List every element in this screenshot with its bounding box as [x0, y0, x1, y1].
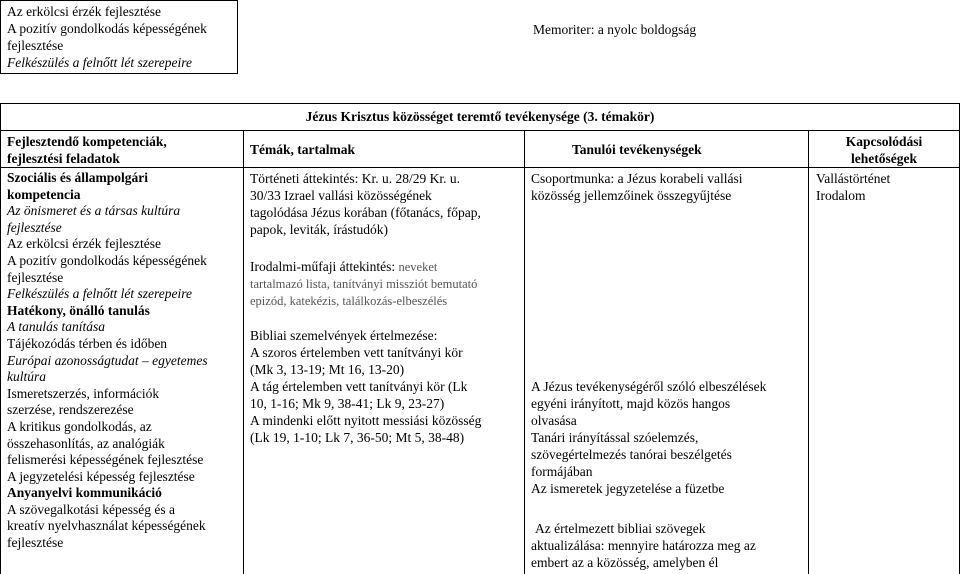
competency-line: Tájékozódás térben és időben — [7, 335, 168, 351]
connections-cell — [816, 170, 890, 204]
header-activities: Tanulói tevékenységek — [572, 142, 702, 157]
competency-line: fejlesztése — [7, 219, 62, 235]
header-topics: Témák, tartalmak — [250, 142, 355, 157]
col-divider-1 — [243, 130, 244, 574]
activity-line: formájában — [531, 464, 593, 479]
activity-line: Tanári irányítással szóelemzés, — [531, 430, 699, 445]
top-left-cell — [7, 3, 207, 71]
competency-line: fejlesztése — [7, 269, 64, 285]
activity-line: aktualizálása: mennyire határozza meg az — [531, 538, 756, 553]
table-border-top — [0, 103, 960, 104]
connection-line: Vallástörténet — [816, 171, 891, 186]
header-line: lehetőségek — [851, 151, 917, 166]
literary-lead: Irodalmi-műfaji áttekintés: — [250, 259, 396, 274]
topic-line: Történeti áttekintés: Kr. u. 28/29 Kr. u. — [250, 171, 460, 186]
activity-line: Az ismeretek jegyzetelése a füzetbe — [531, 481, 725, 496]
competency-line: A szövegalkotási képesség és a — [7, 501, 175, 517]
top-left-line: Felkészülés a felnőtt lét szerepeire — [7, 55, 192, 70]
header-line: fejlesztési feladatok — [7, 151, 120, 166]
activity-line: szövegértelmezés tanórai beszélgetés — [531, 447, 732, 462]
competency-line: kreatív nyelvhasználat képességének — [7, 518, 206, 534]
activities-reading — [531, 378, 766, 497]
activity-line: Csoportmunka: a Jézus korabeli vallási — [531, 171, 743, 186]
activity-line: A Jézus tevékenységéről szóló elbeszélések — [531, 379, 767, 394]
connection-line: Irodalom — [816, 188, 866, 203]
topic-line — [250, 258, 477, 276]
activity-line: egyéni irányított, majd közös hangos — [531, 396, 731, 411]
competency-line: Anyanyelvi kommunikáció — [7, 485, 162, 501]
competency-line: A jegyzetelési képesség fejlesztése — [7, 468, 195, 484]
memoriter: Memoriter: a nyolc boldogság — [533, 22, 697, 37]
competency-line: fejlesztése — [7, 535, 64, 551]
header-connections — [809, 133, 959, 167]
topic-line: 30/33 Izrael vallási közösségének — [250, 188, 432, 203]
section-title-divider — [0, 130, 960, 131]
topic-line: (Lk 19, 1-10; Lk 7, 36-50; Mt 5, 38-48) — [250, 430, 465, 445]
competency-line: A pozitív gondolkodás képességének — [7, 252, 207, 268]
activities-group — [531, 170, 742, 204]
topic-line: tagolódása Jézus korában (főtanács, főpap, — [250, 205, 481, 220]
topics-history — [250, 170, 481, 238]
top-left-line: Az erkölcsi érzék fejlesztése — [7, 4, 162, 19]
activities-actualization — [531, 520, 756, 571]
competency-line: A tanulás tanítása — [7, 319, 106, 335]
top-box-border-left — [0, 0, 1, 74]
topic-line: (Mk 3, 13-19; Mt 16, 13-20) — [250, 362, 405, 377]
top-box-border-top — [0, 0, 238, 1]
col-divider-3 — [808, 130, 809, 574]
topic-line: A mindenki előtt nyitott messiási közösség — [250, 413, 482, 428]
competencies-cell — [7, 170, 208, 552]
top-left-line: fejlesztése — [7, 38, 64, 53]
competency-line: Az erkölcsi érzék fejlesztése — [7, 236, 162, 252]
top-box-border-bottom — [0, 73, 238, 74]
activity-line: Az értelmezett bibliai szövegek — [535, 521, 706, 536]
competency-line: Felkészülés a felnőtt lét szerepeire — [7, 286, 192, 302]
competency-line: A kritikus gondolkodás, az — [7, 418, 152, 434]
competency-line: Az önismeret és a társas kultúra — [7, 203, 181, 219]
competency-line: Ismeretszerzés, információk — [7, 385, 160, 401]
table-border-left — [0, 103, 1, 574]
top-left-line: A pozitív gondolkodás képességének — [7, 21, 207, 36]
topic-line: Bibliai szemelvények értelmezése: — [250, 328, 438, 343]
topic-line: A szoros értelemben vett tanítványi kör — [250, 345, 463, 360]
topic-line: 10, 1-16; Mk 9, 38-41; Lk 9, 23-27) — [250, 396, 445, 411]
topic-line: papok, leviták, írástudók) — [250, 222, 388, 237]
topic-line: epizód, katekézis, találkozás-elbeszélés — [250, 294, 448, 308]
col-divider-2 — [524, 130, 525, 574]
competency-line: kompetencia — [7, 186, 81, 202]
competency-line: Hatékony, önálló tanulás — [7, 302, 150, 318]
competency-line: Szociális és állampolgári — [7, 170, 148, 185]
literary-lead-rest: neveket — [398, 260, 438, 274]
top-box-border-right — [237, 0, 238, 74]
topic-line: A tág értelemben vett tanítványi kör (Lk — [250, 379, 468, 394]
topics-bible — [250, 327, 481, 446]
activity-line: közösség jellemzőinek összegyűjtése — [531, 188, 732, 203]
competency-line: felismerési képességének fejlesztése — [7, 452, 204, 468]
topic-line: tartalmazó lista, tanítványi missziót bemutató — [250, 277, 478, 291]
competency-line: kultúra — [7, 369, 46, 385]
section-title: Jézus Krisztus közösséget teremtő tevékenysége (3. témakör) — [305, 109, 655, 124]
header-divider — [0, 167, 960, 168]
activity-line: olvasása — [531, 413, 577, 428]
topics-literary — [250, 258, 477, 310]
competency-line: Európai azonosságtudat – egyetemes — [7, 352, 208, 368]
competency-line: összehasonlítás, az analógiák — [7, 435, 165, 451]
header-line: Kapcsolódási — [845, 134, 923, 149]
header-competencies — [7, 133, 167, 167]
header-line: Fejlesztendő kompetenciák, — [7, 134, 167, 149]
competency-line: szerzése, rendszerezése — [7, 402, 134, 418]
activity-line: embert az a közösség, amelyben él — [531, 555, 719, 570]
